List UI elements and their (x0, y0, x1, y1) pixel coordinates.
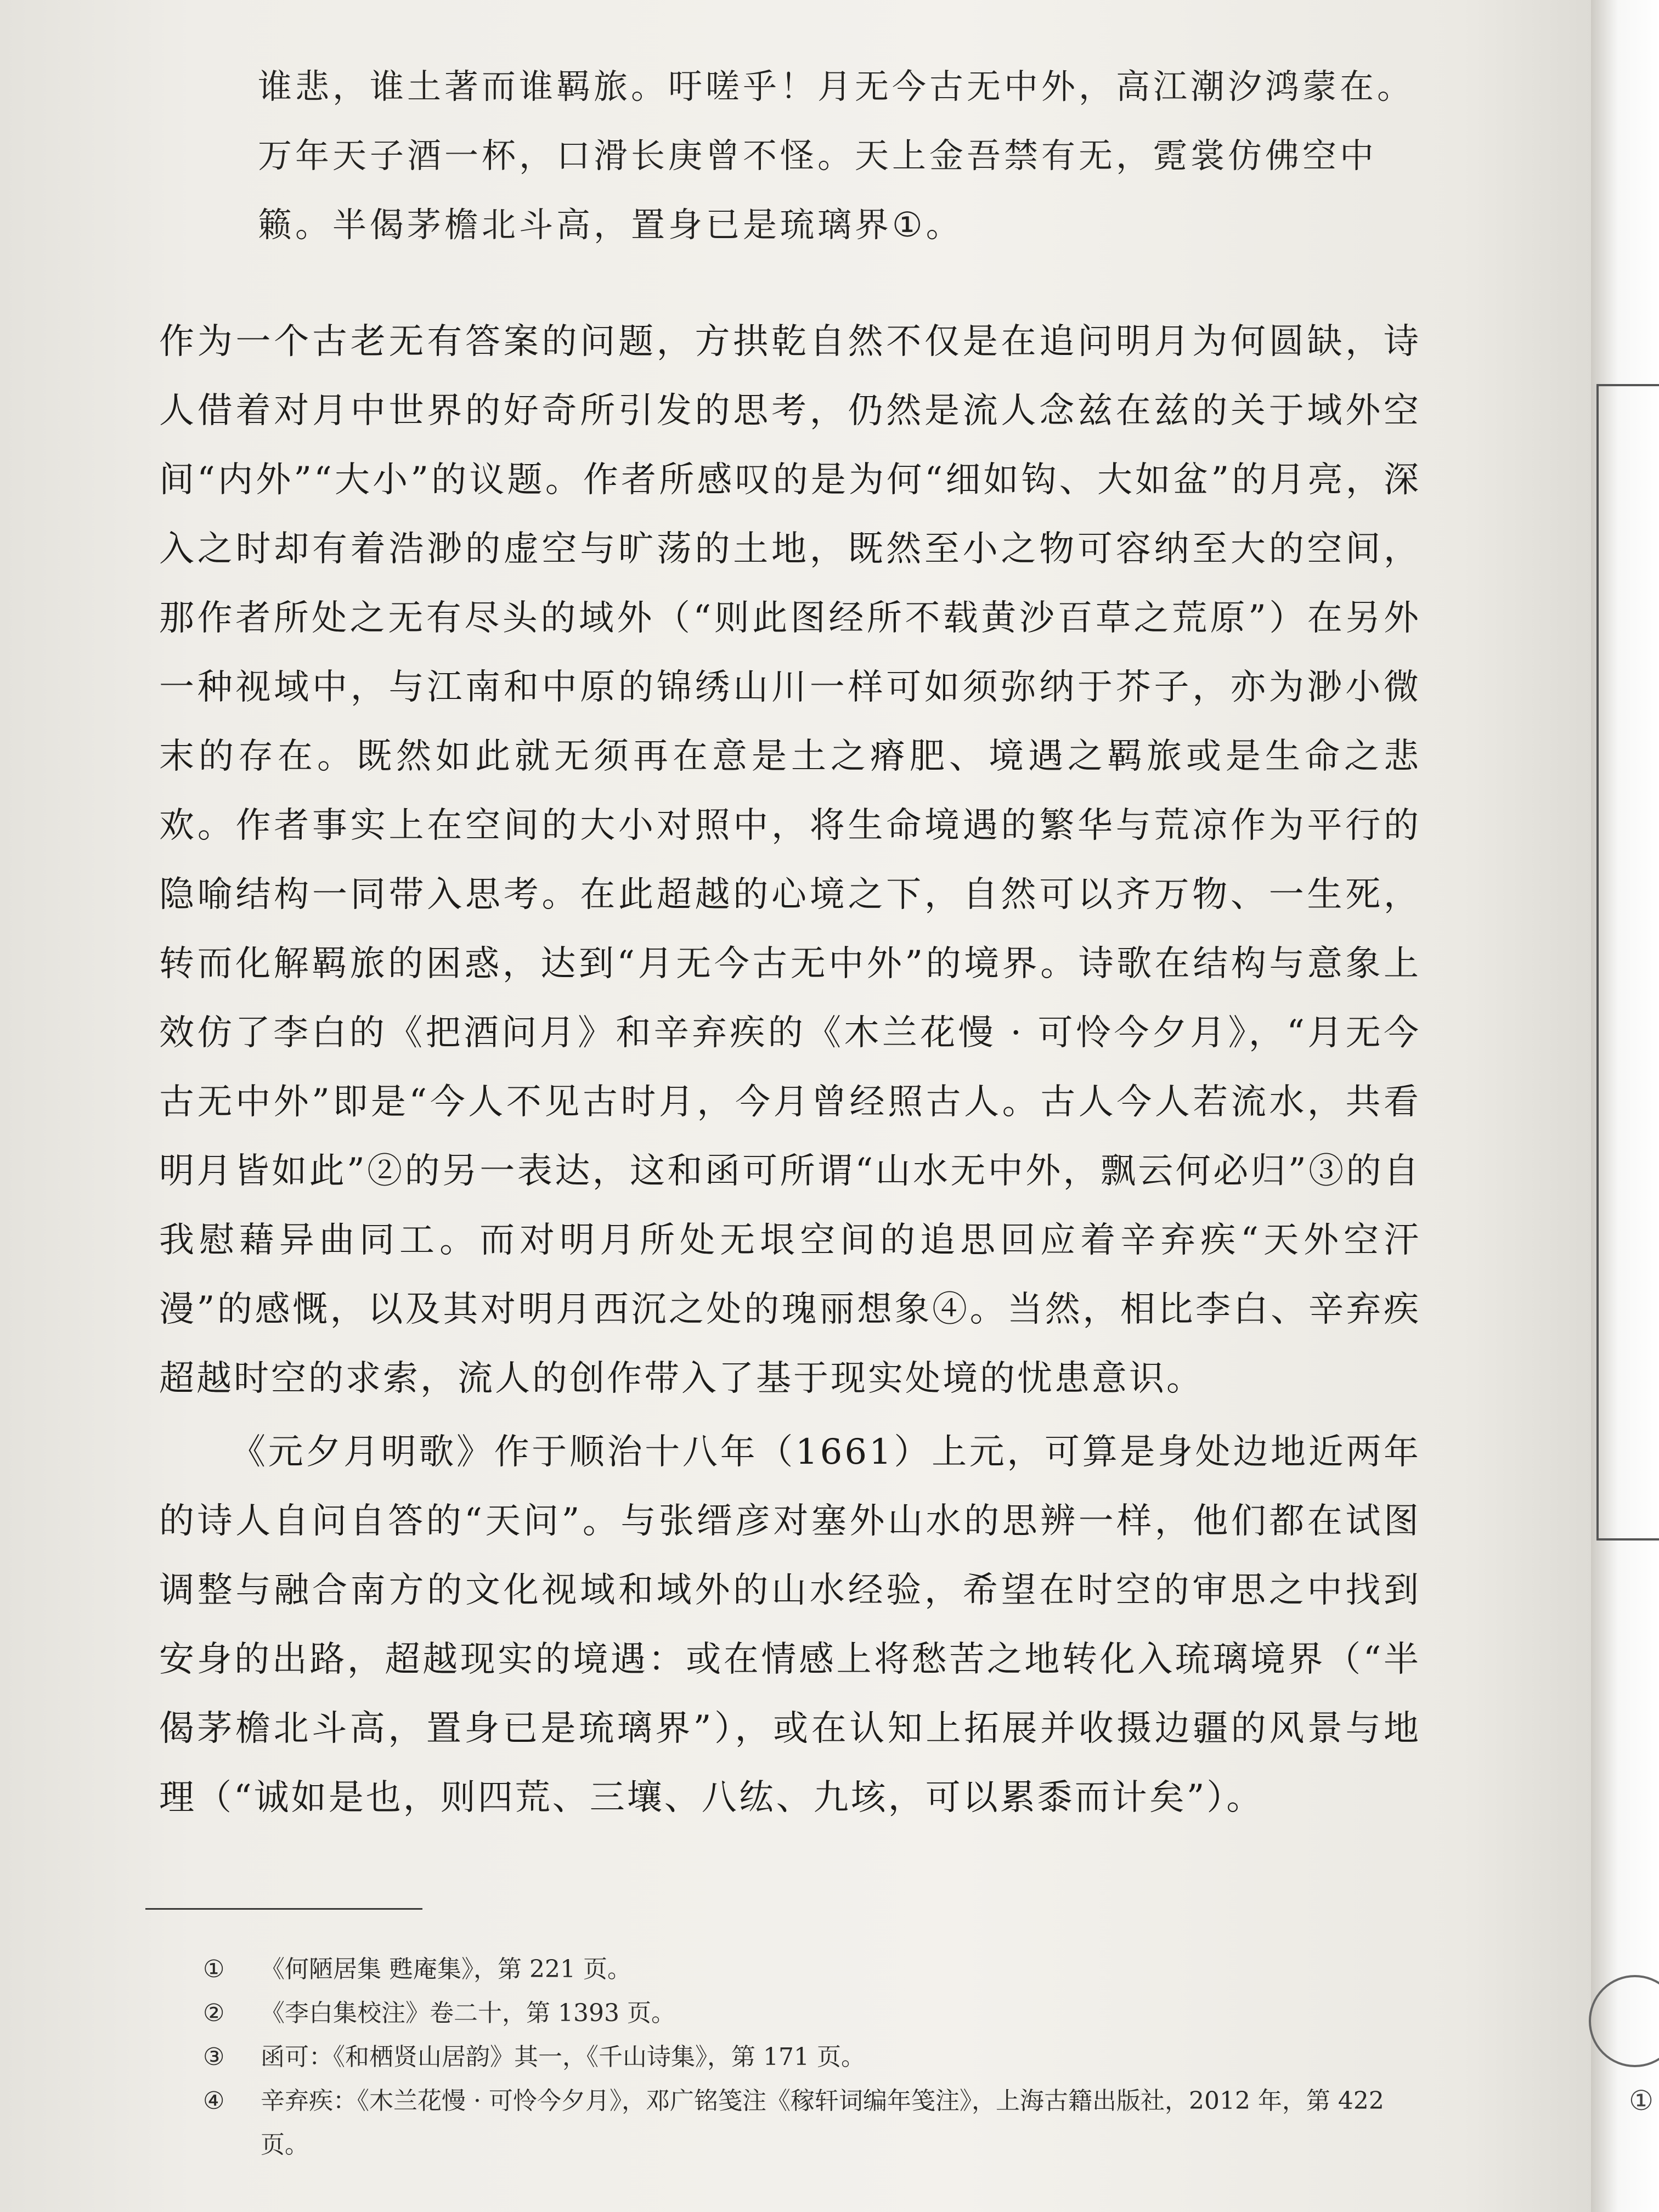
book-gutter (1591, 0, 1659, 2212)
poem-quotation (258, 52, 1437, 259)
footnote-text: 《李白集校注》卷二十，第 1393 页。 (261, 1999, 675, 2027)
footnote-4 (203, 2079, 1437, 2167)
poem-line: 谁悲，谁土著而谁羁旅。吁嗟乎！月无今古无中外，高江潮汐鸿蒙在。 (258, 66, 1415, 106)
poem-line: 籁。半偈茅檐北斗高，置身已是琉璃界①。 (258, 205, 963, 245)
poem-line: 万年天子酒一杯，口滑长庚曾不怪。天上金吾禁有无，霓裳仿佛空中 (258, 136, 1378, 176)
next-page-arc-decoration (1589, 1975, 1659, 2067)
footnote-number: ④ (203, 2087, 225, 2115)
footnote-text: 辛弃疾：《木兰花慢 · 可怜今夕月》，邓广铭笺注《稼轩词编年笺注》，上海古籍出版社，2012 年，第 422 页。 (261, 2087, 1384, 2159)
next-page-footnote-marker: ① (1629, 2085, 1654, 2117)
footnote-text: 函可：《和栖贤山居韵》其一，《千山诗集》，第 171 页。 (261, 2043, 865, 2071)
next-page-illustration-edge (1596, 384, 1659, 1541)
footnote-2 (203, 1991, 1437, 2035)
footnote-3 (203, 2035, 1437, 2079)
footnote-divider (145, 1908, 422, 1910)
footnotes (203, 1948, 1437, 2167)
footnote-text: 《何陋居集 甦庵集》，第 221 页。 (261, 1955, 631, 1983)
footnote-number: ② (203, 1999, 225, 2027)
paragraph-2: 《元夕月明歌》作于顺治十八年（1661）上元，可算是身处边地近两年的诗人自问自答的“天问”。与张缙彦对塞外山水的思辨一样，他们都在试图调整与融合南方的文化视域和域外的山水经验，希望在时空的审思之中找到安身的出路，超越现实的境遇：或在情感上将愁苦之地转化入琉璃境界（“半偈茅檐北斗高，置身已是琉璃界”），或在认知上拓展并收摄边疆的风景与地理（“诚如是也，则四荒、三壤、八纮、九垓，可以累黍而计矣”）。 (159, 1432, 1421, 1818)
footnote-1 (203, 1948, 1437, 1991)
footnote-number: ③ (203, 2043, 225, 2071)
footnote-number: ① (203, 1955, 225, 1983)
body-text (159, 307, 1421, 1832)
paragraph-1: 作为一个古老无有答案的问题，方拱乾自然不仅是在追问明月为何圆缺，诗人借着对月中世界的好奇所引发的思考，仍然是流人念兹在兹的关于域外空间“内外”“大小”的议题。作者所感叹的是为何“细如钩、大如盆”的月亮，深入之时却有着浩渺的虚空与旷荡的土地，既然至小之物可容纳至大的空间，那作者所处之无有尽头的域外（“则此图经所不载黄沙百草之荒原”）在另外一种视域中，与江南和中原的锦绣山川一样可如须弥纳于芥子，亦为渺小微末的存在。既然如此就无须再在意是土之瘠肥、境遇之羁旅或是生命之悲欢。作者事实上在空间的大小对照中，将生命境遇的繁华与荒凉作为平行的隐喻结构一同带入思考。在此超越的心境之下，自然可以齐万物、一生死，转而化解羁旅的困惑，达到“月无今古无中外”的境界。诗歌在结构与意象上效仿了李白的《把酒问月》和辛弃疾的《木兰花慢 · 可怜今夕月》，“月无今古无中外”即是“今人不见古时月，今月曾经照古人。古人今人若流水，共看明月皆如此”②的另一表达，这和函可所谓“山水无中外，飘云何必归”③的自我慰藉异曲同工。而对明月所处无垠空间的追思回应着辛弃疾“天外空汗漫”的感慨，以及其对明月西沉之处的瑰丽想象④。当然，相比李白、辛弃疾超越时空的求索，流人的创作带入了基于现实处境的忧患意识。 (159, 321, 1421, 1399)
